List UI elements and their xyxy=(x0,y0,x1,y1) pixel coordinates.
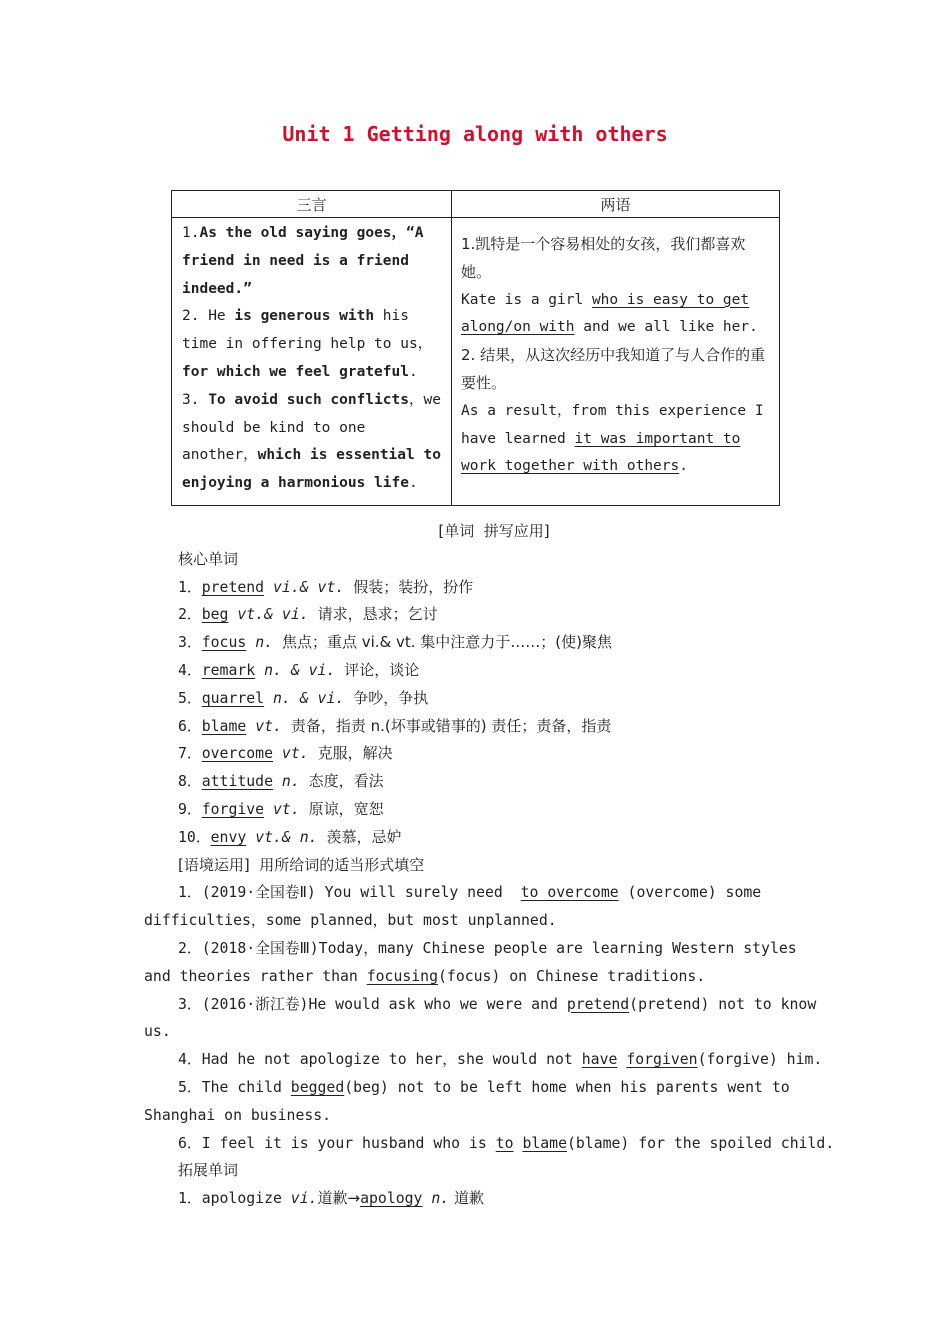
table-cell-left xyxy=(172,218,452,506)
sentence-1: 1.As the old saying goes，“A friend in need is a friend indeed.” xyxy=(182,225,424,297)
extended-item-1: 1．apologize vi.道歉→apology n. 道歉 xyxy=(178,1189,484,1208)
exercise-2: 2．(2018·全国卷Ⅲ)Today，many Chinese people are learning Western styles xyxy=(178,939,797,957)
answer-blank: it was important to work together with others xyxy=(461,430,741,475)
answer-blank: pretend xyxy=(566,995,630,1013)
sentence-1-text: As the old saying goes，“A friend in need is a friend indeed.” xyxy=(182,225,424,297)
section-header: [单词 拼写应用] xyxy=(438,522,550,540)
exercise-3: 3．(2016·浙江卷)He would ask who we were and pretend(pretend) not to know xyxy=(178,995,817,1013)
list-item: 3．focus n. 焦点；重点 vi.& vt. 集中注意力于……；(使)聚焦 xyxy=(178,633,612,652)
list-item: 10．envy vt.& n. 羡慕，忌妒 xyxy=(178,827,402,846)
list-item: 7．overcome vt. 克服，解决 xyxy=(178,744,393,763)
exercise-3-cont: us. xyxy=(144,1023,171,1041)
list-item: 4．remark n. & vi. 评论，谈论 xyxy=(178,660,420,679)
exercise-1-cont: difficulties，some planned，but most unplanned. xyxy=(144,912,557,930)
answer-blank: blame xyxy=(522,1134,567,1152)
translation-1-cn: 1.凯特是一个容易相处的女孩，我们都喜欢她。 xyxy=(461,235,746,281)
context-label: [语境运用] 用所给词的适当形式填空 xyxy=(178,855,425,874)
answer-blank: have xyxy=(581,1051,618,1069)
exercise-2-cont: and theories rather than focusing(focus) on Chinese traditions. xyxy=(144,967,706,985)
phrase-table xyxy=(171,190,780,506)
sentence-3: 3. To avoid such conflicts，we should be kind to one another，which is essential to enjoying a harmonious life. xyxy=(182,391,441,492)
table-header-right: 两语 xyxy=(452,191,780,218)
exercise-6: 6．I feel it is your husband who is to blame(blame) for the spoiled child. xyxy=(178,1134,835,1152)
list-item: 8．attitude n. 态度，看法 xyxy=(178,772,384,791)
table-header-left: 三言 xyxy=(172,191,452,218)
list-item: 2．beg vt.& vi. 请求，恳求；乞讨 xyxy=(178,605,438,624)
list-item: 1．pretend vi.& vt. 假装；装扮，扮作 xyxy=(178,577,474,596)
list-item: 5．quarrel n. & vi. 争吵，争执 xyxy=(178,688,429,707)
core-words-label: 核心单词 xyxy=(178,549,239,568)
core-word-list xyxy=(144,574,804,852)
answer-blank: focusing xyxy=(366,967,438,985)
exercise-1: 1．(2019·全国卷Ⅱ) You will surely need to overcome (overcome) some xyxy=(178,884,762,902)
translation-2-en: As a result，from this experience I have learned it was important to work together with others. xyxy=(461,402,764,475)
translation-1-en: Kate is a girl who is easy to get along/on with and we all like her. xyxy=(461,291,758,336)
answer-blank: to overcome xyxy=(520,884,619,902)
exercise-5-cont: Shanghai on business. xyxy=(144,1106,332,1124)
answer-blank: forgiven xyxy=(626,1051,698,1069)
exercise-5: 5．The child begged(beg) not to be left home when his parents went to xyxy=(178,1078,790,1096)
page-title: Unit 1 Getting along with others xyxy=(282,122,668,146)
sentence-2: 2. He is generous with his time in offering help to us，for which we feel grateful. xyxy=(182,308,433,380)
exercise-4: 4．Had he not apologize to her，she would not have forgiven(forgive) him. xyxy=(178,1051,823,1069)
answer-blank: begged xyxy=(290,1078,345,1096)
answer-blank: to xyxy=(495,1134,514,1152)
table-cell-right xyxy=(452,218,780,506)
list-item: 6．blame vt. 责备，指责 n.(坏事或错事的) 责任；责备，指责 xyxy=(178,716,612,735)
answer-blank: apology xyxy=(360,1190,423,1208)
exercise-section xyxy=(144,518,835,1213)
extended-words-label: 拓展单词 xyxy=(178,1161,239,1180)
translation-2-cn: 2. 结果，从这次经历中我知道了与人合作的重要性。 xyxy=(461,346,766,392)
list-item: 9．forgive vt. 原谅，宽恕 xyxy=(178,799,384,818)
answer-blank: who is easy to get along/on with xyxy=(461,291,750,336)
